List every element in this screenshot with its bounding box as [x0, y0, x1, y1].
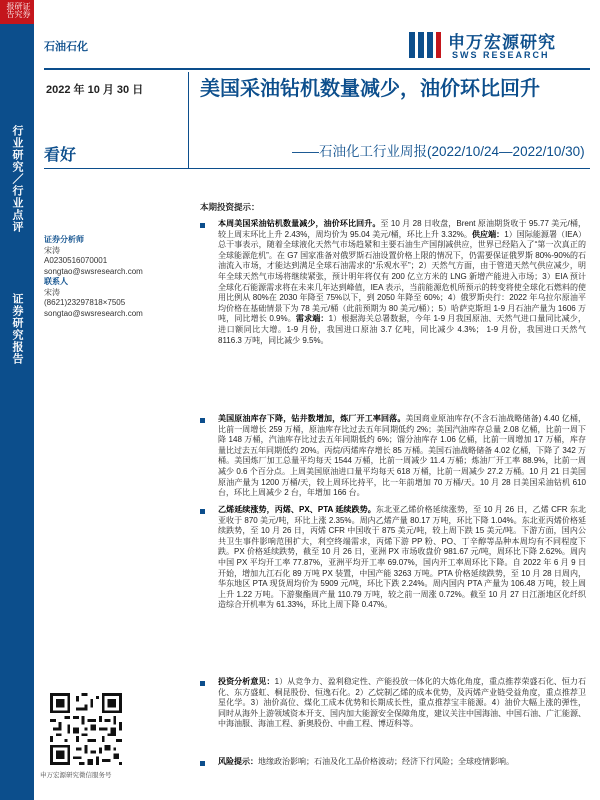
analyst-heading: 证券分析师 [44, 235, 84, 244]
contact-heading: 联系人 [44, 277, 68, 286]
paragraph-lead: 风险提示： [218, 757, 258, 766]
summary-paragraph-oil-price [218, 219, 586, 346]
bullet-icon [200, 681, 205, 686]
company-logo [408, 26, 578, 64]
bullet-icon [200, 418, 205, 423]
corner-tag-text: 证券研究报告 [6, 2, 31, 18]
industry-name: 石油石化 [44, 41, 88, 53]
contact-phone: (8621)23297818×7505 [44, 298, 126, 307]
paragraph-body: 地缘政治影响；石油及化工品价格波动；经济下行风险；全球疫情影响。 [258, 757, 514, 766]
wechat-qr-code [50, 693, 122, 765]
paragraph-body: 1）根据海关总署数据，今年 1-9 月我国原油、天然气进口量同比减少，进口额同比大增。1-9 月份，我国进口原油 3.7 亿吨，同比减少 4.3%； 1-9 月份，我国进口天然气 8116.3 万吨，同比减少 9.5%。 [218, 314, 586, 345]
logo-icon [408, 28, 442, 62]
report-date: 2022 年 10 月 30 日 [46, 84, 144, 96]
logo-chinese-text: 申万宏源研究 [448, 33, 556, 52]
contact-name: 宋涛 [44, 287, 60, 297]
analyst-name: 宋涛 [44, 245, 60, 255]
industry-rating: 看好 [44, 147, 77, 164]
logo-english-text: SWS RESEARCH [452, 50, 550, 60]
paragraph-lead: 美国原油库存下降，钻井数增加，炼厂开工率回落。 [218, 414, 406, 423]
paragraph-lead: 投资分析意见： [218, 677, 275, 686]
report-title: 美国采油钻机数量减少，油价环比回升 [200, 78, 540, 100]
header-divider [44, 68, 590, 70]
title-divider [44, 168, 590, 169]
analyst-license: A0230516070001 [44, 256, 108, 265]
bullet-icon [200, 223, 205, 228]
paragraph-lead: 本周美国采油钻机数量减少，油价环比回升。 [218, 219, 381, 228]
sidebar-report-type-label: 证券研究报告 [11, 293, 23, 365]
sidebar [0, 24, 34, 800]
paragraph-body: 美国商业原油库存(不含石油战略储备) 4.40 亿桶，比前一周增长 259 万桶，原油库存比过去五年同期低约 2%；美国汽油库存总量 2.08 亿桶，比前一周下降 148 万桶，汽油库存比过去五年同期低约 6%；馏分油库存 1.06 亿桶，比前一周增加 17 万桶，库存量比过去五年同期低约 20%。丙烷/丙烯库存增长 85 万桶。美国石油战略储备 4.02 亿桶，下降了 342 万桶。美国炼厂加工总量平均每天 1544 万桶，比前一周减少 11.4 万桶；炼油厂开工率 88.9%，比前一周减少 0.6 个百分点。上周美国原油进口量平均每天 618 万桶，比前一周减少 27.2 万桶。10 月 21 日美国原油产量为 1200 万桶/天，较上周环比持平，比一年前增加 70 万桶/天。10 月 28 日美国采油钻机 610 台，环比上周减少 2 台，年增加 166 台。 [218, 414, 587, 498]
analyst-email[interactable]: songtao@swsresearch.com [44, 266, 143, 276]
summary-paragraph-investment [218, 677, 586, 730]
summary-paragraph-chemicals [218, 505, 586, 611]
paragraph-lead: 需求端： [295, 314, 329, 324]
bullet-icon [200, 761, 205, 766]
report-subtitle: ——石油化工行业周报(2022/10/24—2022/10/30) [292, 144, 585, 159]
paragraph-body: 东北亚乙烯价格延续涨势，至 10 月 26 日，乙烯 CFR 东北亚收于 870 美元/吨，环比上涨 2.35%。周内乙烯产量 80.17 万吨，环比下降 1.04%。东北亚丙烯价格延续跌势，至 10 月 26 日，丙烯 CFR 中国收于 875 美元/吨，较上周下跌 15 美元/吨。下游方面，国内公共卫生事件影响范围扩大，利空终端需求，丙烯下游 PP 粉、PO、丁辛醇等品种本周均有不同程度下跌。PX 价格延续跌势，截至 10 月 26 日，亚洲 PX 市场收盘价 981.67 元/吨，周环比下降 2.62%。周内中国 PX 平均开工率 77.87%，亚洲平均开工率 69.07%，国内开工率周环比下降。自 2022 年 6 月 9 日开始，增加九江石化 89 万吨 PX 装置，中国产能 3263 万吨。PTA 价格延续跌势，至 10 月 28 日周内，华东地区 PTA 现货周均价为 5909 元/吨，环比下跌 2.24%。周内国内 PTA 产量为 106.48 万吨，较上周上升 1.22 万吨。下游聚酯周产量 110.79 万吨，较之前一周涨 0.72%。截至 10 月 27 日江浙地区化纤织造综合开机率为 61.33%，环比上周下降 0.47%。 [218, 505, 586, 610]
sidebar-category-label: 行业研究／行业点评 [11, 125, 23, 233]
header-vertical-divider [188, 72, 189, 168]
report-corner-tag [0, 0, 34, 24]
paragraph-lead: 供应端： [472, 229, 505, 239]
paragraph-body: 1）国际能源署（IEA）总干事表示，随着全球液化天然气市场趋紧和主要石油生产国削减供应，世界已经陷入了“第一次真正的全球能源危机”。在 G7 国家准备对俄罗斯石油设置价格上限的情况下，仍需要保证俄罗斯 80%-90%的石油流入市场，才能达到满足全球石油需求的“乐观水平”；2）天然气方面，由于管道天然气供应减少，明年全球天然气市场将继续紧张，预计明年将仅有 200 亿立方米的 LNG 新增产能进入市场；3）EIA 预计全球化石能源需求将在未来几年达到峰值，IEA 表示，当前能源危机所预示的转变将使全球化石燃料的使用比例从 80%在 2030 年降至 75%以下，到 2050 年降至 60%；4）俄罗斯央行：2022 年乌拉尔原油平均价格在基础情景下为 78 美元/桶（此前预期为 80 美元/桶）；5）哈萨克斯坦 1-9 月石油产量为 1606 万吨，同比增长 0.9%。 [218, 229, 587, 324]
qr-caption: 申万宏源研究微信服务号 [40, 772, 112, 779]
paragraph-lead: 乙烯延续涨势，丙烯、PX、PTA 延续跌势。 [218, 505, 376, 514]
analyst-info [44, 235, 194, 319]
summary-heading: 本期投资提示： [200, 202, 260, 212]
summary-paragraph-risk [218, 757, 586, 768]
paragraph-body: 至 10 月 28 日收盘，Brent 原油期货收于 95.77 美元/桶，较上周末环比上升 2.43%，周均价为 95.04 美元/桶，环比上升 3.32%。 [218, 219, 587, 239]
summary-paragraph-us-inventory [218, 414, 586, 499]
paragraph-body: 1）从竞争力、盈利稳定性、产能投放一体化的大炼化角度，重点推荐荣盛石化、恒力石化、东方盛虹、桐昆股份、恒逸石化。2）乙烷制乙烯的成本优势，及丙烯产业链受益角度，重点推荐卫星化学。3）油价高位、煤化工成本优势和长期成长性，重点推荐宝丰能源。4）油价大幅上涨的弹性，同时从海外上游领域资本开支、国内加大能源安全保障角度，建议关注中国海油、中国石油、广汇能源、中海油服、海油工程、新奥股份、中曲工程、博迈科等。 [218, 677, 587, 729]
bullet-icon [200, 509, 205, 514]
contact-email[interactable]: songtao@swsresearch.com [44, 308, 143, 318]
